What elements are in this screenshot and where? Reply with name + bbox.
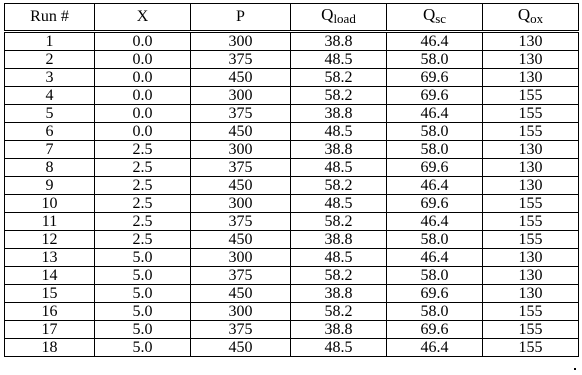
cell-x: 0.0	[95, 51, 191, 69]
header-q-ox-symbol: Q	[517, 5, 531, 24]
cell-qload: 58.2	[291, 267, 387, 285]
cell-qload: 38.8	[291, 105, 387, 123]
cell-p: 450	[191, 339, 291, 357]
cell-p: 450	[191, 285, 291, 303]
table-row	[5, 177, 579, 195]
cell-qload: 38.8	[291, 321, 387, 339]
cell-qload: 38.8	[291, 141, 387, 159]
cell-x: 2.5	[95, 195, 191, 213]
table-row	[5, 285, 579, 303]
cell-qload: 38.8	[291, 231, 387, 249]
cell-run: 9	[5, 177, 95, 195]
cell-qox: 130	[483, 32, 579, 51]
cell-run: 10	[5, 195, 95, 213]
cell-qox: 130	[483, 285, 579, 303]
header-p: P	[191, 4, 291, 32]
cell-x: 0.0	[95, 123, 191, 141]
cell-qsc: 46.4	[387, 249, 483, 267]
cell-run: 1	[5, 32, 95, 51]
cell-run: 3	[5, 69, 95, 87]
cell-run: 4	[5, 87, 95, 105]
header-row	[5, 4, 579, 32]
cell-p: 375	[191, 105, 291, 123]
header-q-load-subscript: load	[333, 11, 356, 26]
table-body	[5, 32, 579, 357]
cell-run: 11	[5, 213, 95, 231]
cell-qsc: 69.6	[387, 87, 483, 105]
cell-qload: 48.5	[291, 249, 387, 267]
table-row	[5, 159, 579, 177]
cell-qox: 155	[483, 123, 579, 141]
cell-qsc: 69.6	[387, 159, 483, 177]
header-q-sc	[387, 4, 483, 32]
cell-qload: 48.5	[291, 123, 387, 141]
cell-p: 300	[191, 303, 291, 321]
cell-p: 450	[191, 69, 291, 87]
cell-run: 15	[5, 285, 95, 303]
header-q-ox	[483, 4, 579, 32]
header-q-load	[291, 4, 387, 32]
stray-dot-mark	[574, 368, 576, 370]
cell-p: 450	[191, 231, 291, 249]
cell-qox: 130	[483, 141, 579, 159]
table-row	[5, 249, 579, 267]
cell-qsc: 58.0	[387, 267, 483, 285]
cell-qox: 155	[483, 87, 579, 105]
table-row	[5, 267, 579, 285]
header-run-number: Run #	[5, 4, 95, 32]
cell-qload: 58.2	[291, 303, 387, 321]
cell-x: 5.0	[95, 339, 191, 357]
cell-x: 2.5	[95, 231, 191, 249]
cell-qox: 155	[483, 105, 579, 123]
cell-qload: 58.2	[291, 69, 387, 87]
cell-run: 6	[5, 123, 95, 141]
cell-qload: 48.5	[291, 159, 387, 177]
cell-p: 450	[191, 123, 291, 141]
cell-x: 2.5	[95, 159, 191, 177]
cell-qload: 48.5	[291, 195, 387, 213]
cell-qox: 130	[483, 267, 579, 285]
cell-p: 300	[191, 141, 291, 159]
cell-qload: 58.2	[291, 177, 387, 195]
cell-qox: 155	[483, 231, 579, 249]
cell-p: 300	[191, 249, 291, 267]
cell-qsc: 46.4	[387, 213, 483, 231]
cell-p: 375	[191, 213, 291, 231]
cell-run: 13	[5, 249, 95, 267]
table-row	[5, 231, 579, 249]
table-row	[5, 123, 579, 141]
cell-x: 0.0	[95, 87, 191, 105]
header-q-ox-subscript: ox	[530, 11, 544, 26]
cell-qload: 38.8	[291, 285, 387, 303]
table-row	[5, 339, 579, 357]
cell-qsc: 46.4	[387, 339, 483, 357]
cell-qload: 38.8	[291, 32, 387, 51]
table-row	[5, 105, 579, 123]
cell-x: 0.0	[95, 32, 191, 51]
cell-run: 2	[5, 51, 95, 69]
cell-qsc: 46.4	[387, 105, 483, 123]
cell-x: 5.0	[95, 285, 191, 303]
cell-qsc: 69.6	[387, 285, 483, 303]
cell-run: 17	[5, 321, 95, 339]
cell-qox: 130	[483, 51, 579, 69]
cell-run: 5	[5, 105, 95, 123]
cell-qsc: 69.6	[387, 69, 483, 87]
table-row	[5, 195, 579, 213]
cell-qsc: 58.0	[387, 123, 483, 141]
header-x: X	[95, 4, 191, 32]
cell-qsc: 58.0	[387, 303, 483, 321]
cell-qsc: 58.0	[387, 231, 483, 249]
cell-p: 300	[191, 87, 291, 105]
cell-qox: 155	[483, 321, 579, 339]
cell-p: 375	[191, 51, 291, 69]
cell-p: 300	[191, 32, 291, 51]
table-row	[5, 69, 579, 87]
cell-p: 450	[191, 177, 291, 195]
table-row	[5, 87, 579, 105]
cell-run: 18	[5, 339, 95, 357]
table-row	[5, 141, 579, 159]
cell-x: 5.0	[95, 249, 191, 267]
cell-qox: 155	[483, 303, 579, 321]
cell-qsc: 69.6	[387, 321, 483, 339]
cell-qox: 155	[483, 195, 579, 213]
cell-x: 2.5	[95, 177, 191, 195]
cell-qox: 130	[483, 69, 579, 87]
cell-qox: 155	[483, 213, 579, 231]
cell-qsc: 69.6	[387, 195, 483, 213]
cell-qsc: 46.4	[387, 177, 483, 195]
cell-x: 2.5	[95, 213, 191, 231]
table-row	[5, 32, 579, 51]
cell-run: 8	[5, 159, 95, 177]
cell-run: 12	[5, 231, 95, 249]
cell-qload: 58.2	[291, 87, 387, 105]
cell-qox: 155	[483, 339, 579, 357]
cell-qox: 130	[483, 159, 579, 177]
cell-p: 375	[191, 159, 291, 177]
cell-x: 0.0	[95, 69, 191, 87]
cell-x: 5.0	[95, 321, 191, 339]
cell-x: 5.0	[95, 267, 191, 285]
table-row	[5, 303, 579, 321]
cell-run: 14	[5, 267, 95, 285]
cell-qox: 130	[483, 249, 579, 267]
cell-qload: 58.2	[291, 213, 387, 231]
table-row	[5, 321, 579, 339]
cell-qload: 48.5	[291, 51, 387, 69]
cell-qsc: 58.0	[387, 51, 483, 69]
cell-p: 300	[191, 195, 291, 213]
experimental-runs-table	[4, 3, 579, 357]
cell-qsc: 58.0	[387, 141, 483, 159]
cell-p: 375	[191, 267, 291, 285]
header-q-sc-symbol: Q	[422, 5, 436, 24]
cell-x: 2.5	[95, 141, 191, 159]
cell-run: 7	[5, 141, 95, 159]
header-q-load-symbol: Q	[321, 5, 334, 24]
cell-qsc: 46.4	[387, 32, 483, 51]
cell-qload: 48.5	[291, 339, 387, 357]
cell-run: 16	[5, 303, 95, 321]
cell-x: 0.0	[95, 105, 191, 123]
table-row	[5, 51, 579, 69]
table-row	[5, 213, 579, 231]
cell-qox: 130	[483, 177, 579, 195]
header-q-sc-subscript: sc	[435, 11, 447, 26]
cell-x: 5.0	[95, 303, 191, 321]
cell-p: 375	[191, 321, 291, 339]
